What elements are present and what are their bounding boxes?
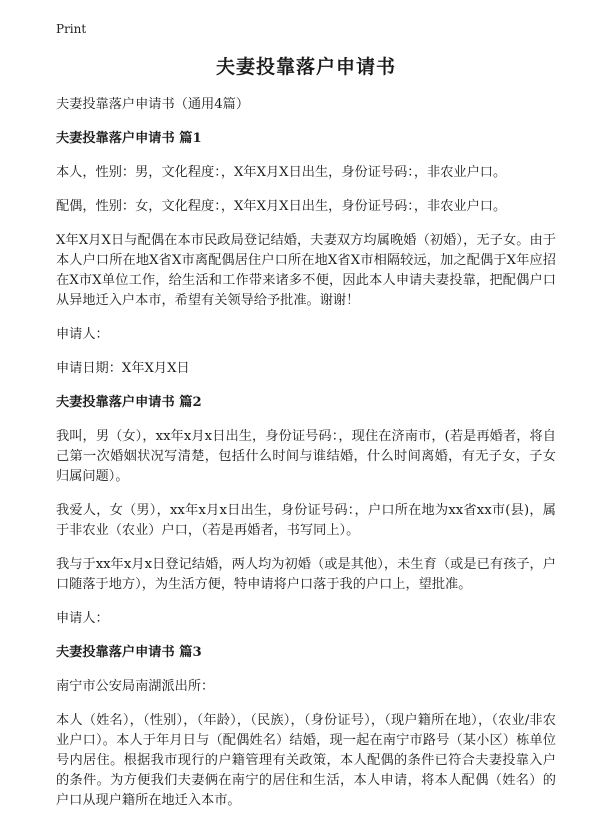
- print-link[interactable]: Print: [56, 22, 87, 36]
- section-2-paragraph: 我叫，男（女），xx年x月x日出生，身份证号码：，现住在济南市，(若是再婚者，将自己第一次婚姻状况写清楚，包括什么时间与谁结婚，什么时间离婚，有无子女，子女归属问题）。: [56, 429, 556, 484]
- section-2-heading: 夫妻投靠落户申请书 篇2: [56, 395, 202, 410]
- section-3-addressee: 南宁市公安局南湖派出所：: [56, 679, 215, 694]
- section-1-applicant: 申请人：: [56, 327, 109, 342]
- section-2-applicant: 申请人：: [56, 611, 109, 626]
- section-3-paragraph: 本人（姓名），（性别），（年龄），（民族），（身份证号），（现户籍所在地），（农业/非农业户口）。本人于年月日与（配偶姓名）结婚，现一起在南宁市路号（某小区）栋单位号内居住。根据我市现行的户籍管理有关政策，本人配偶的条件已符合夫妻投靠入户的条件。为方便我们夫妻俩在南宁的居住和生活，本人申请，将本人配偶（姓名）的户口从现户籍所在地迁入本市。: [56, 713, 556, 808]
- document-subtitle: 夫妻投靠落户申请书（通用4篇）: [56, 97, 250, 112]
- section-1-paragraph: 本人，性别：男，文化程度：，X年X月X日出生，身份证号码：，非农业户口。: [56, 165, 507, 180]
- document-title: 夫妻投靠落户申请书: [215, 56, 396, 78]
- section-1-paragraph: 配偶，性别：女，文化程度：，X年X月X日出生，身份证号码：，非农业户口。: [56, 199, 507, 214]
- section-2-paragraph: 我爱人，女（男），xx年x月x日出生，身份证号码：，户口所在地为xx省xx市(县)，属于非农业（农业）户口，（若是再婚者，书写同上）。: [56, 503, 556, 538]
- section-1-paragraph: X年X月X日与配偶在本市民政局登记结婚，夫妻双方均属晚婚（初婚），无子女。由于本人户口所在地X省X市离配偶居住户口所在地X省X市相隔较远，加之配偶于X年应招在X市X单位工作，给生活和工作带来诸多不便，因此本人申请夫妻投靠，把配偶户口从异地迁入户本市，希望有关领导给予批准。谢谢！: [56, 233, 556, 308]
- document-page: [56, 52, 556, 825]
- section-3-heading: 夫妻投靠落户申请书 篇3: [56, 645, 202, 660]
- section-1-date: 申请日期：X年X月X日: [56, 361, 190, 376]
- section-1-heading: 夫妻投靠落户申请书 篇1: [56, 131, 202, 146]
- section-2-paragraph: 我与于xx年x月x日登记结婚，两人均为初婚（或是其他），未生育（或是已有孩子，户口随落于地方），为生活方便，特申请将户口落于我的户口上，望批准。: [56, 557, 556, 592]
